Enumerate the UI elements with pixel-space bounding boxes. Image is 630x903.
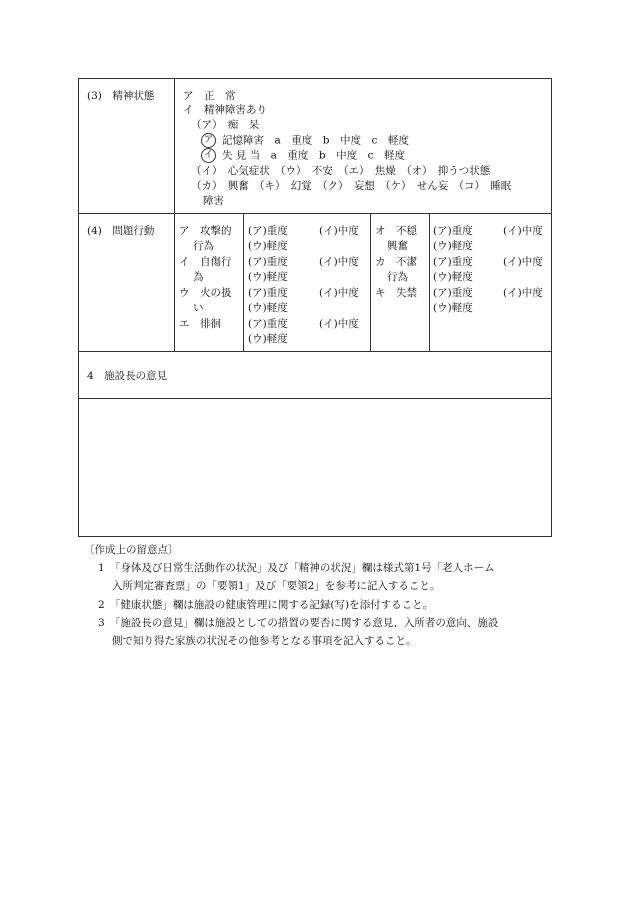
severity-mild: (ウ)軽度	[433, 271, 473, 283]
behavior-incontinence: キ 失禁	[375, 287, 417, 299]
behavior-agitation-1: オ 不穏	[375, 225, 417, 237]
severity-mild: (ウ)軽度	[248, 271, 288, 283]
behavior-fire-1: ウ 火の扱	[179, 287, 232, 299]
behavior-aggressive-1: ア 攻撃的	[179, 225, 232, 237]
behavior-wandering: エ 徘徊	[179, 318, 221, 330]
memory-disorder-text: 記憶障害 a 重度 b 中度 c 軽度	[222, 134, 409, 147]
severity-moderate: (イ)中度	[503, 287, 543, 299]
mental-state-normal: ア 正 常	[183, 90, 236, 102]
severity-severe: (ア)重度	[433, 225, 473, 237]
column-divider	[370, 213, 371, 351]
severity-moderate: (イ)中度	[503, 225, 543, 237]
severity-mild: (ウ)軽度	[248, 302, 288, 314]
row-divider	[79, 351, 551, 352]
severity-moderate: (イ)中度	[319, 225, 359, 237]
note-line: 側で知り得た家族の状況その他参考となる事項を記入すること。	[112, 635, 417, 647]
assessment-form	[78, 78, 552, 537]
section-3-label: (3) 精神状態	[87, 90, 155, 102]
severity-severe: (ア)重度	[248, 225, 288, 237]
row-divider	[79, 398, 551, 399]
behavior-unclean-2: 行為	[387, 271, 408, 283]
symptoms-row-2: （カ） 興奮 （キ） 幻覚 （ク） 妄想 （ケ） せん妄 （コ） 睡眠	[191, 180, 512, 192]
section-4-label: (4) 問題行動	[87, 225, 155, 237]
behavior-selfharm-2: 為	[193, 271, 204, 283]
note-line: 1 「身体及び日常生活動作の状況」及び「精神の状況」欄は様式第1号「老人ホーム	[98, 562, 495, 574]
severity-severe: (ア)重度	[248, 287, 288, 299]
circled-a-icon: ア	[201, 133, 216, 148]
symptoms-row-3: 障害	[203, 195, 224, 207]
note-line: 3 「施設長の意見」欄は施設としての措置の要否に関する意見、入所者の意向、施設	[98, 617, 499, 629]
behavior-unclean-1: カ 不潔	[375, 256, 417, 268]
behavior-selfharm-1: イ 自傷行	[179, 256, 232, 268]
severity-mild: (ウ)軽度	[433, 240, 473, 252]
disorientation-row	[201, 148, 405, 163]
severity-mild: (ウ)軽度	[248, 333, 288, 345]
severity-severe: (ア)重度	[248, 318, 288, 330]
severity-moderate: (イ)中度	[319, 287, 359, 299]
circled-i-icon: イ	[201, 148, 216, 163]
mental-state-disorder: イ 精神障害あり	[183, 104, 267, 116]
severity-severe: (ア)重度	[433, 287, 473, 299]
severity-moderate: (イ)中度	[319, 318, 359, 330]
behavior-aggressive-2: 行為	[193, 240, 214, 252]
notes-heading: 〔作成上の留意点〕	[84, 544, 179, 556]
dementia-label: （ア） 痴 呆	[191, 119, 260, 131]
behavior-fire-2: い	[193, 302, 204, 314]
symptoms-row-1: （イ） 心気症状 （ウ） 不安 （エ） 焦燥 （オ） 抑うつ状態	[191, 165, 491, 177]
column-divider	[243, 213, 244, 351]
behavior-agitation-2: 興奮	[387, 240, 408, 252]
severity-mild: (ウ)軽度	[433, 302, 473, 314]
disorientation-text: 失 見 当 a 重度 b 中度 c 軽度	[222, 149, 406, 162]
severity-moderate: (イ)中度	[503, 256, 543, 268]
memory-disorder-row	[201, 133, 409, 148]
severity-mild: (ウ)軽度	[248, 240, 288, 252]
note-line: 2 「健康状態」欄は施設の健康管理に関する記録(写)を添付すること。	[98, 599, 434, 611]
severity-severe: (ア)重度	[433, 256, 473, 268]
row-divider	[79, 213, 551, 214]
note-line: 入所判定審査票」の「要領1」及び「要領2」を参考に記入すること。	[112, 580, 441, 592]
column-divider	[174, 79, 175, 351]
severity-severe: (ア)重度	[248, 256, 288, 268]
severity-moderate: (イ)中度	[319, 256, 359, 268]
column-divider	[429, 213, 430, 351]
director-opinion-label: 4 施設長の意見	[87, 370, 168, 382]
